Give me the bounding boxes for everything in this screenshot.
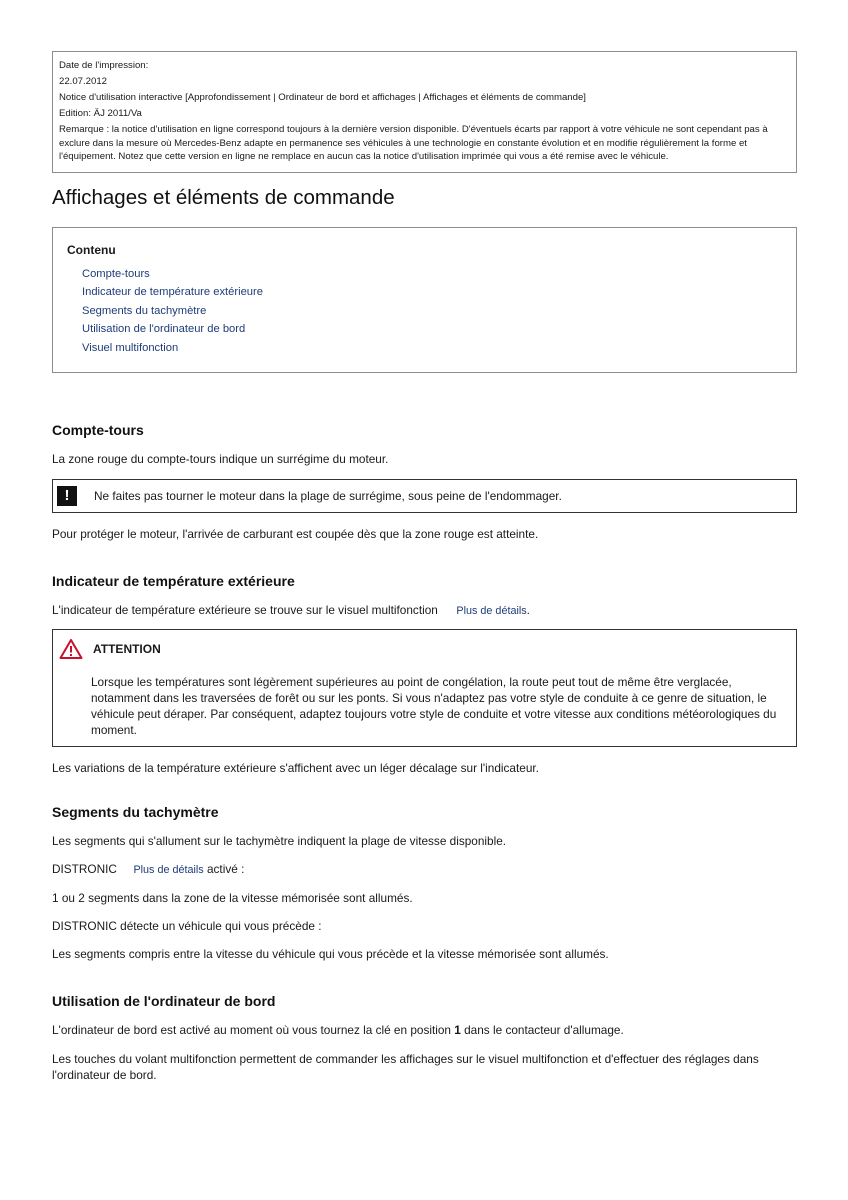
distronic-label: DISTRONIC <box>52 862 117 876</box>
paragraph-text: dans le contacteur d'allumage. <box>464 1023 624 1037</box>
section-heading: Indicateur de température extérieure <box>52 573 295 589</box>
print-info-box <box>52 51 797 173</box>
print-date-label: Date de l'impression: <box>59 60 149 71</box>
section-ordinateur <box>52 992 797 1083</box>
paragraph <box>52 861 797 878</box>
paragraph: Les segments qui s'allument sur le tachymètre indiquent la plage de vitesse disponible. <box>52 834 507 848</box>
print-date: 22.07.2012 <box>59 76 108 87</box>
paragraph: Pour protéger le moteur, l'arrivée de carburant est coupée dès que la zone rouge est atteinte. <box>52 527 539 541</box>
notice-text: Ne faites pas tourner le moteur dans la plage de surrégime, sous peine de l'endommager. <box>94 489 562 503</box>
section-temperature <box>52 572 797 776</box>
toc-link-temperature[interactable]: Indicateur de température extérieure <box>82 286 263 299</box>
section-heading: Segments du tachymètre <box>52 804 219 820</box>
exclamation-icon: ! <box>57 486 77 506</box>
section-heading: Compte-tours <box>52 422 144 438</box>
paragraph: Les touches du volant multifonction permettent de commander les affichages sur le visuel multifonction et d'effectuer des réglages dans l'ordinateur de bord. <box>52 1052 759 1082</box>
paragraph: Les variations de la température extérieure s'affichent avec un léger décalage sur l'indicateur. <box>52 761 539 775</box>
paragraph-text: activé : <box>206 862 245 876</box>
details-link[interactable]: Plus de détails <box>133 864 204 876</box>
toc-title: Contenu <box>67 242 116 257</box>
attention-title: ATTENTION <box>93 642 161 656</box>
warning-triangle-icon <box>59 638 83 660</box>
section-tachymetre <box>52 803 797 962</box>
toc-link-visuel[interactable]: Visuel multifonction <box>82 341 179 354</box>
toc-link-tachymetre[interactable]: Segments du tachymètre <box>82 304 207 317</box>
document-page <box>52 51 797 1082</box>
paragraph: 1 ou 2 segments dans la zone de la vitesse mémorisée sont allumés. <box>52 891 413 905</box>
paragraph-text: L'ordinateur de bord est activé au moment où vous tournez la clé en position <box>52 1023 451 1037</box>
print-breadcrumb: Notice d'utilisation interactive [Approfondissement | Ordinateur de bord et affichages | Affichages et éléments de commande] <box>59 92 586 103</box>
attention-box <box>52 629 797 747</box>
paragraph: La zone rouge du compte-tours indique un surrégime du moteur. <box>52 452 389 466</box>
paragraph: L'indicateur de température extérieure se trouve sur le visuel multifonction Plus de détails. <box>52 603 530 617</box>
notice-box <box>52 479 797 513</box>
table-of-contents <box>52 227 797 373</box>
paragraph: Les segments compris entre la vitesse du véhicule qui vous précède et la vitesse mémorisée sont allumés. <box>52 947 609 961</box>
key-position: 1 <box>454 1023 461 1037</box>
paragraph <box>52 1022 797 1038</box>
section-heading: Utilisation de l'ordinateur de bord <box>52 993 276 1009</box>
print-edition: Edition: ÄJ 2011/Va <box>59 108 142 119</box>
page-title: Affichages et éléments de commande <box>52 185 395 209</box>
print-remark: Remarque : la notice d'utilisation en ligne correspond toujours à la dernière version disponible. D'éventuels écarts par rapport à votre véhicule ne sont cependant pas à exclure dans la mesure où Mercedes-Benz adapte en permanence ses véhicules à une technologie en constante évolution et en modifie régulièrement la forme et l'équipement. Notez que cette version en ligne ne remplace en aucun cas la notice d'utilisation imprimée qui vous a été remise avec le véhicule. <box>59 124 768 162</box>
attention-text: Lorsque les températures sont légèrement supérieures au point de congélation, la route peut tout de même être verglacée, notamment dans les traversées de forêt ou sur les ponts. Si vous n'adaptez pas votre style de conduite à ce genre de situation, le véhicule peut déraper. Par conséquent, adaptez toujours votre style de conduite et votre vitesse aux conditions météorologiques du moment. <box>91 675 777 737</box>
toc-link-ordinateur[interactable]: Utilisation de l'ordinateur de bord <box>82 323 246 336</box>
details-link[interactable]: Plus de détails <box>456 605 527 617</box>
section-compte-tours <box>52 421 797 542</box>
paragraph-text: L'indicateur de température extérieure se trouve sur le visuel multifonction <box>52 603 438 617</box>
paragraph: DISTRONIC détecte un véhicule qui vous précède : <box>52 919 322 933</box>
toc-link-compte-tours[interactable]: Compte-tours <box>82 267 150 280</box>
